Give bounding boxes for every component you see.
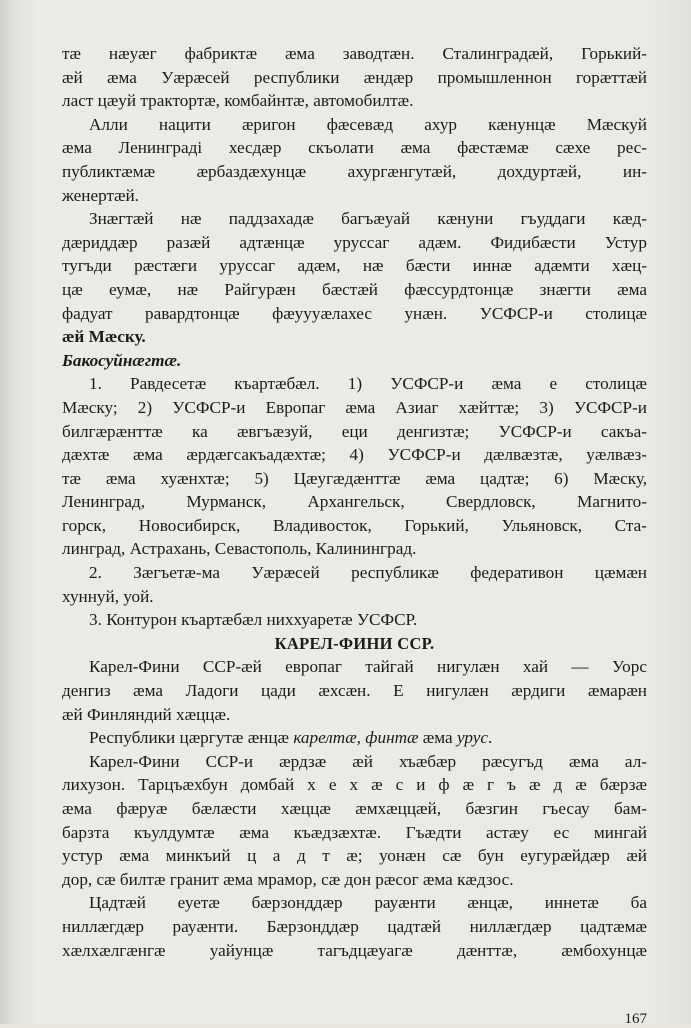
text-line: горск, Новосибирск, Владивосток, Горький, Ульяновск, Ста- [62,515,647,535]
paragraph-7 [62,891,647,962]
text-line: лихузон. Тарцъæхбун домбай х е х æ с и ф æ г ъ æ д æ бæрзæ [62,775,647,795]
text-line: дæриддæр разæй адтæнцæ уруссаг адæм. Фидибæсти Устур [62,232,647,252]
text-line: æй æма Уæрæсей республики æндæр промышленнон горæттæй [62,67,647,87]
text-span: Республики цæргутæ æнцæ [89,728,294,748]
text-line: хуннуй, уой. [62,586,154,606]
question-1 [62,372,647,561]
text-line: Мæску; 2) УСФСР-и Европаг æма Азиаг хæйттæ; 3) УСФСР-и [62,397,647,417]
page-text [62,42,647,962]
text-line: линград, Астрахань, Севастополь, Калининград. [62,539,417,559]
paragraph-1 [62,42,647,113]
text-line: женертæй. [62,185,139,205]
section-title: КАРЕЛ-ФИНИ ССР. [274,633,435,653]
text-line: Карел-Фини ССР-и æрдзæ æй хъæбæр рæсугъд æма ал- [89,751,647,771]
paragraph-3 [62,207,647,349]
paragraph-2 [62,113,647,207]
text-line: денгиз æма Ладоги цади æхсæн. Е нигулæн æрдиги æмарæн [62,681,647,701]
paragraph-6 [62,750,647,892]
text-line: дæхтæ æма æрдæгсакъадæхтæ; 4) УСФСР-и дæлвæзтæ, уæлвæз- [62,445,647,465]
text-line: тæ æма хуæнхтæ; 5) Цæугæдæнттæ æма цадтæ; 6) Мæску, [62,468,647,488]
text-span: . [487,728,493,748]
text-line: Ленинград, Мурманск, Архангельск, Свердловск, Магнито- [62,492,647,512]
text-span: æма [418,728,457,748]
text-line: 1. Равдесетæ къартæбæл. 1) УСФСР-и æма е столицæ [89,374,647,394]
text-line: хæлхæлгæнгæ уайунцæ тагъдцæуагæ дæнттæ, æмбохунцæ [62,940,647,960]
text-line: дор, сæ билтæ гранит æма мрамор, сæ дон рæсог æма кæдзос. [62,869,514,889]
paragraph-4 [62,655,647,726]
text-line: тæ нæуæг фабриктæ æма заводтæн. Сталинградæй, Горький- [62,44,647,63]
text-line: 2. Зæгъетæ-ма Уæрæсей республикæ федеративон цæмæн [89,563,647,583]
text-line: Цадтæй еуетæ бæрзонддæр рауæнти æнцæ, иннетæ ба [89,893,647,913]
text-line: Карел-Фини ССР-æй европаг тайгай нигулæн хай — Уорс [89,657,647,677]
question-3 [62,608,647,632]
text-line: æма фæруæ бæлæсти хæццæ æмхæццæй, бæзгин гъесау бам- [62,799,647,818]
text-line: æма Ленинградi хесдæр скъолати æма фæстæмæ сæхе рес- [62,138,647,158]
text-line: устур æма минкъий ц а д т æ; уонæн сæ бун еугурæйдæр æй [62,846,647,866]
text-line: ниллæгдæр рауæнти. Бæрзонддæр цадтæй ниллæгдæр цадтæмæ [62,916,647,936]
text-line: билгæрæнттæ ка æвгъæзуй, еци денгизтæ; УСФСР-и сакъа- [62,421,647,441]
text-line: цæ еумæ, нæ Райгурæн бæстæй фæссурдтонцæ знæгти æма [62,279,647,299]
question-2 [62,561,647,608]
text-line: фадуат равардтонцæ фæуууæлахес унæн. УСФСР-и столицæ [62,303,647,323]
text-line: ласт цæуй трактортæ, комбайнтæ, автомобилтæ. [62,91,414,111]
page-number: 167 [624,1011,647,1027]
text-line: 3. Контурон къартæбæл ниххуаретæ УСФСР. [89,610,418,630]
text-line: Знæгтæй нæ паддзахадæ багъæуай кæнуни гъуддаги кæд- [89,209,647,229]
text-line: æй Финляндий хæццæ. [62,704,231,724]
questions-heading: Бакосуйнæгтæ. [62,350,182,370]
paragraph-5 [62,726,647,750]
emphasis: урус [456,728,488,748]
text-line: барзта къулдумтæ æма къæдзæхтæ. Гъæдти астæу ес мингай [62,822,647,842]
text-line: Алли нацити æригон фæсевæд ахур кæнунцæ Мæскуй [89,114,647,134]
emphasis: карелтæ, финтæ [293,728,419,748]
text-line: публиктæмæ æрбаздæхунцæ ахургæнгутæй, дохдуртæй, ин- [62,161,647,181]
text-line [62,726,647,750]
text-line: тугъди рæстæги уруссаг адæм, нæ бæсти иннæ адæмти хæц- [62,256,647,276]
text-line: æй Мæску. [62,327,146,347]
